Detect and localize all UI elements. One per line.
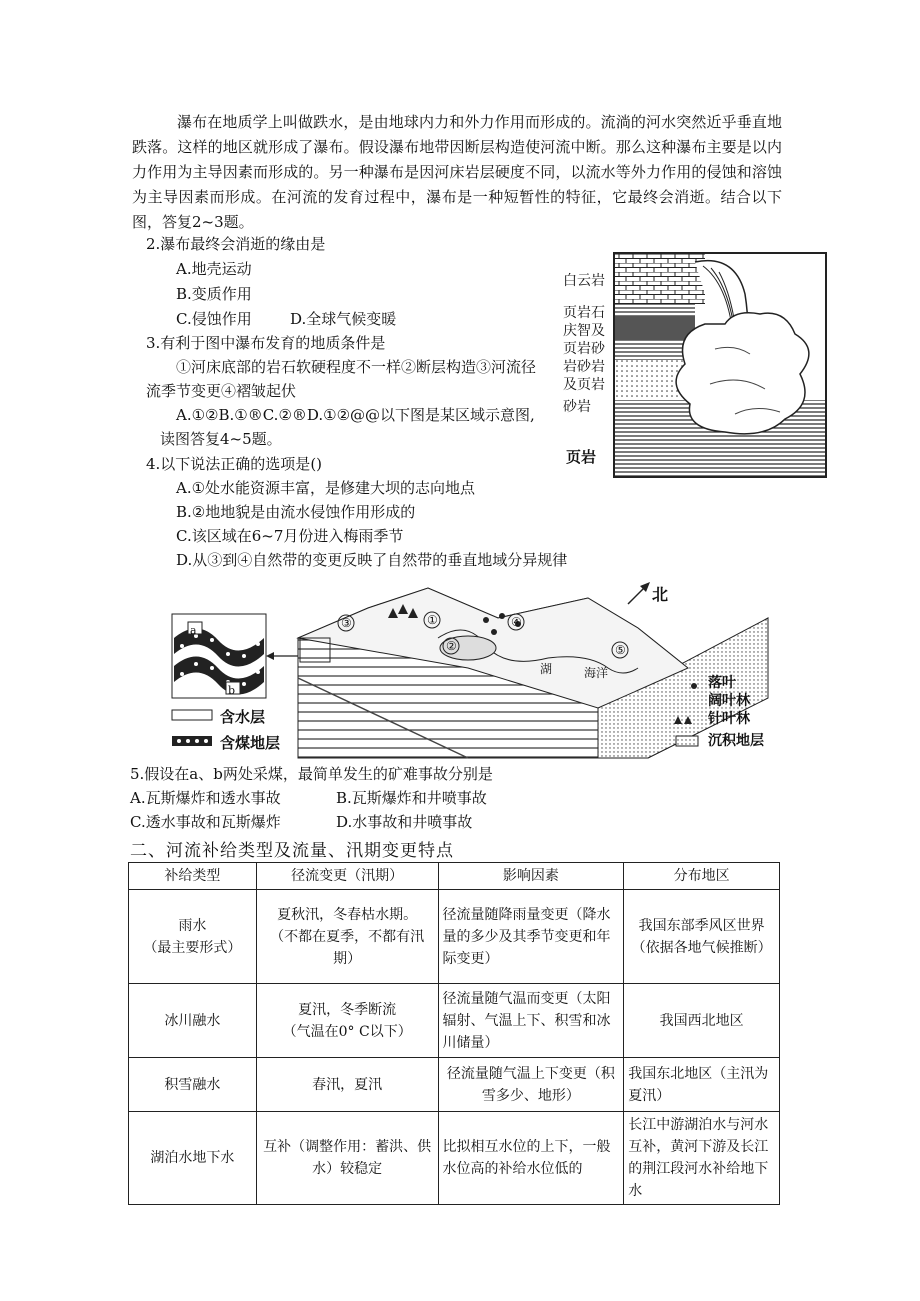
table-cell (256, 984, 438, 1058)
legend-conifer: 针叶林 (708, 711, 750, 727)
north-label: 北 (652, 585, 669, 604)
q5-option-d: D.水事故和井喷事故 (336, 813, 473, 831)
table-cell: 径流量随气温上下变更（积雪多少、地形） (438, 1058, 624, 1112)
label-sandstone-2: 及页岩 (563, 377, 605, 393)
marker-3: ③ (341, 616, 352, 630)
table-cell: 我国西北地区 (624, 984, 780, 1058)
table-cell: 湖泊水地下水 (129, 1112, 257, 1205)
cell-line: 夏汛，冬季断流 (298, 1001, 397, 1018)
marker-2: ② (446, 639, 457, 653)
legend-broadleaf: 阔叶林 (708, 693, 750, 709)
intro-paragraph: 瀑布在地质学上叫做跌水，是由地球内力和外力作用而形成的。流淌的河水突然近乎垂直地跌落。这样的地区就形成了瀑布。假设瀑布地带因断层构造使河流中断。那么这种瀑布主要是以内力作用为主导因素而形成的。另一种瀑布是因河床岩层硬度不同，以流水等外力作用的侵蚀和溶蚀为主导因素而形成。在河流的发育过程中，瀑布是一种短暂性的特征，它最终会消逝。结合以下图，答复2~3题。 (132, 113, 782, 231)
table-row (129, 890, 780, 984)
waterfall-figure (613, 252, 827, 478)
marker-4: ④ (511, 615, 522, 629)
q5-option-c: C.透水事故和瓦斯爆炸 (130, 813, 281, 831)
q3-line3: A.①②B.①®C.②®D.①②@@以下图是某区域示意图, (176, 406, 535, 424)
table-cell: 互补（调整作用：蓄洪、供水）较稳定 (256, 1112, 438, 1205)
q3-line1: ①河床底部的岩石软硬程度不一样②断层构造③河流径 (176, 358, 537, 376)
q2-stem: 2.瀑布最终会消逝的缘由是 (146, 235, 326, 253)
cell-line: （气温在0° C以下） (282, 1023, 412, 1040)
q2-option-d: D.全球气候变暖 (290, 310, 397, 328)
q3-line2: 流季节变更④褶皱起伏 (146, 382, 297, 400)
label-shale-3: 页岩砂 (563, 341, 605, 357)
table-cell: 径流量随降雨量变更（降水量的多少及其季节变更和年际变更） (438, 890, 624, 984)
inset-label-b: b (228, 684, 236, 697)
table-header-row (129, 863, 780, 890)
inset-label-a: a (190, 624, 197, 637)
sea-label: 海洋 (584, 666, 609, 680)
label-shale-1: 页岩石 (563, 305, 605, 321)
q5-option-a: A.瓦斯爆炸和透水事故 (130, 789, 281, 807)
legend-aquifer: 含水层 (220, 708, 266, 726)
table-cell: 长江中游湖泊水与河水互补，黄河下游及长江的荆江段河水补给地下水 (624, 1112, 780, 1205)
lake-label: 湖 (540, 662, 553, 676)
label-dolomite: 白云岩 (563, 273, 605, 289)
q3-stem: 3.有利于图中瀑布发育的地质条件是 (146, 334, 386, 352)
q4-option-c: C.该区域在6~7月份进入梅雨季节 (176, 527, 404, 545)
table-cell (256, 890, 438, 984)
table-cell: 我国东部季风区世界（依据各地气候推断） (624, 890, 780, 984)
q5-option-b: B.瓦斯爆炸和井喷事故 (336, 789, 487, 807)
table-header: 分布地区 (624, 863, 780, 890)
table-cell: 春汛，夏汛 (256, 1058, 438, 1112)
table-header: 径流变更（汛期） (256, 863, 438, 890)
waterfall-illustration (615, 254, 825, 476)
region-figure (168, 578, 790, 760)
table-cell: 积雪融水 (129, 1058, 257, 1112)
table-header: 补给类型 (129, 863, 257, 890)
table-cell: 我国东北地区（主汛为夏汛） (624, 1058, 780, 1112)
label-shale-2: 庆智及 (563, 323, 605, 339)
table-header: 影响因素 (438, 863, 624, 890)
table-cell: 冰川融水 (129, 984, 257, 1058)
cell-line: 雨水 (178, 917, 207, 934)
marker-5: ⑤ (615, 643, 626, 657)
table-row (129, 1058, 780, 1112)
table-row (129, 984, 780, 1058)
marker-1: ① (427, 613, 438, 627)
q4-stem: 4.以下说法正确的选项是() (146, 455, 323, 473)
q4-option-b: B.②地地貌是由流水侵蚀作用形成的 (176, 503, 416, 521)
section-2-title: 二、河流补给类型及流量、汛期变更特点 (130, 841, 454, 861)
q4-option-d: D.从③到④自然带的变更反映了自然带的垂直地域分异规律 (176, 551, 568, 569)
label-sandstone-1: 岩砂岩 (563, 359, 605, 375)
cell-line: （最主要形式） (143, 939, 242, 956)
legend-sediment: 沉积地层 (708, 733, 764, 749)
label-shale-bottom: 页岩 (566, 448, 597, 466)
legend-coal: 含煤地层 (220, 734, 281, 752)
q2-option-c: C.侵蚀作用 (176, 310, 252, 328)
table-cell: 比拟相互水位的上下，一般水位高的补给水位低的 (438, 1112, 624, 1205)
q2-option-b: B.变质作用 (176, 285, 252, 303)
table-cell: 径流量随气温而变更（太阳辐射、气温上下、积雪和冰川储量） (438, 984, 624, 1058)
q5-stem: 5.假设在a、b两处采煤，最简单发生的矿难事故分别是 (130, 765, 493, 783)
cell-line: 夏秋汛，冬春枯水期。 (277, 906, 418, 923)
table-cell (129, 890, 257, 984)
q2-option-a: A.地壳运动 (176, 260, 252, 278)
table-row (129, 1112, 780, 1205)
q3-line4: 读图答复4~5题。 (160, 430, 282, 448)
cell-line: （不都在夏季，不都有汛期） (270, 928, 425, 967)
q4-option-a: A.①处水能资源丰富，是修建大坝的志向地点 (176, 479, 476, 497)
river-supply-table (128, 862, 780, 1205)
legend-deciduous: 落叶 (708, 675, 736, 691)
label-sandstone-3: 砂岩 (563, 399, 591, 415)
